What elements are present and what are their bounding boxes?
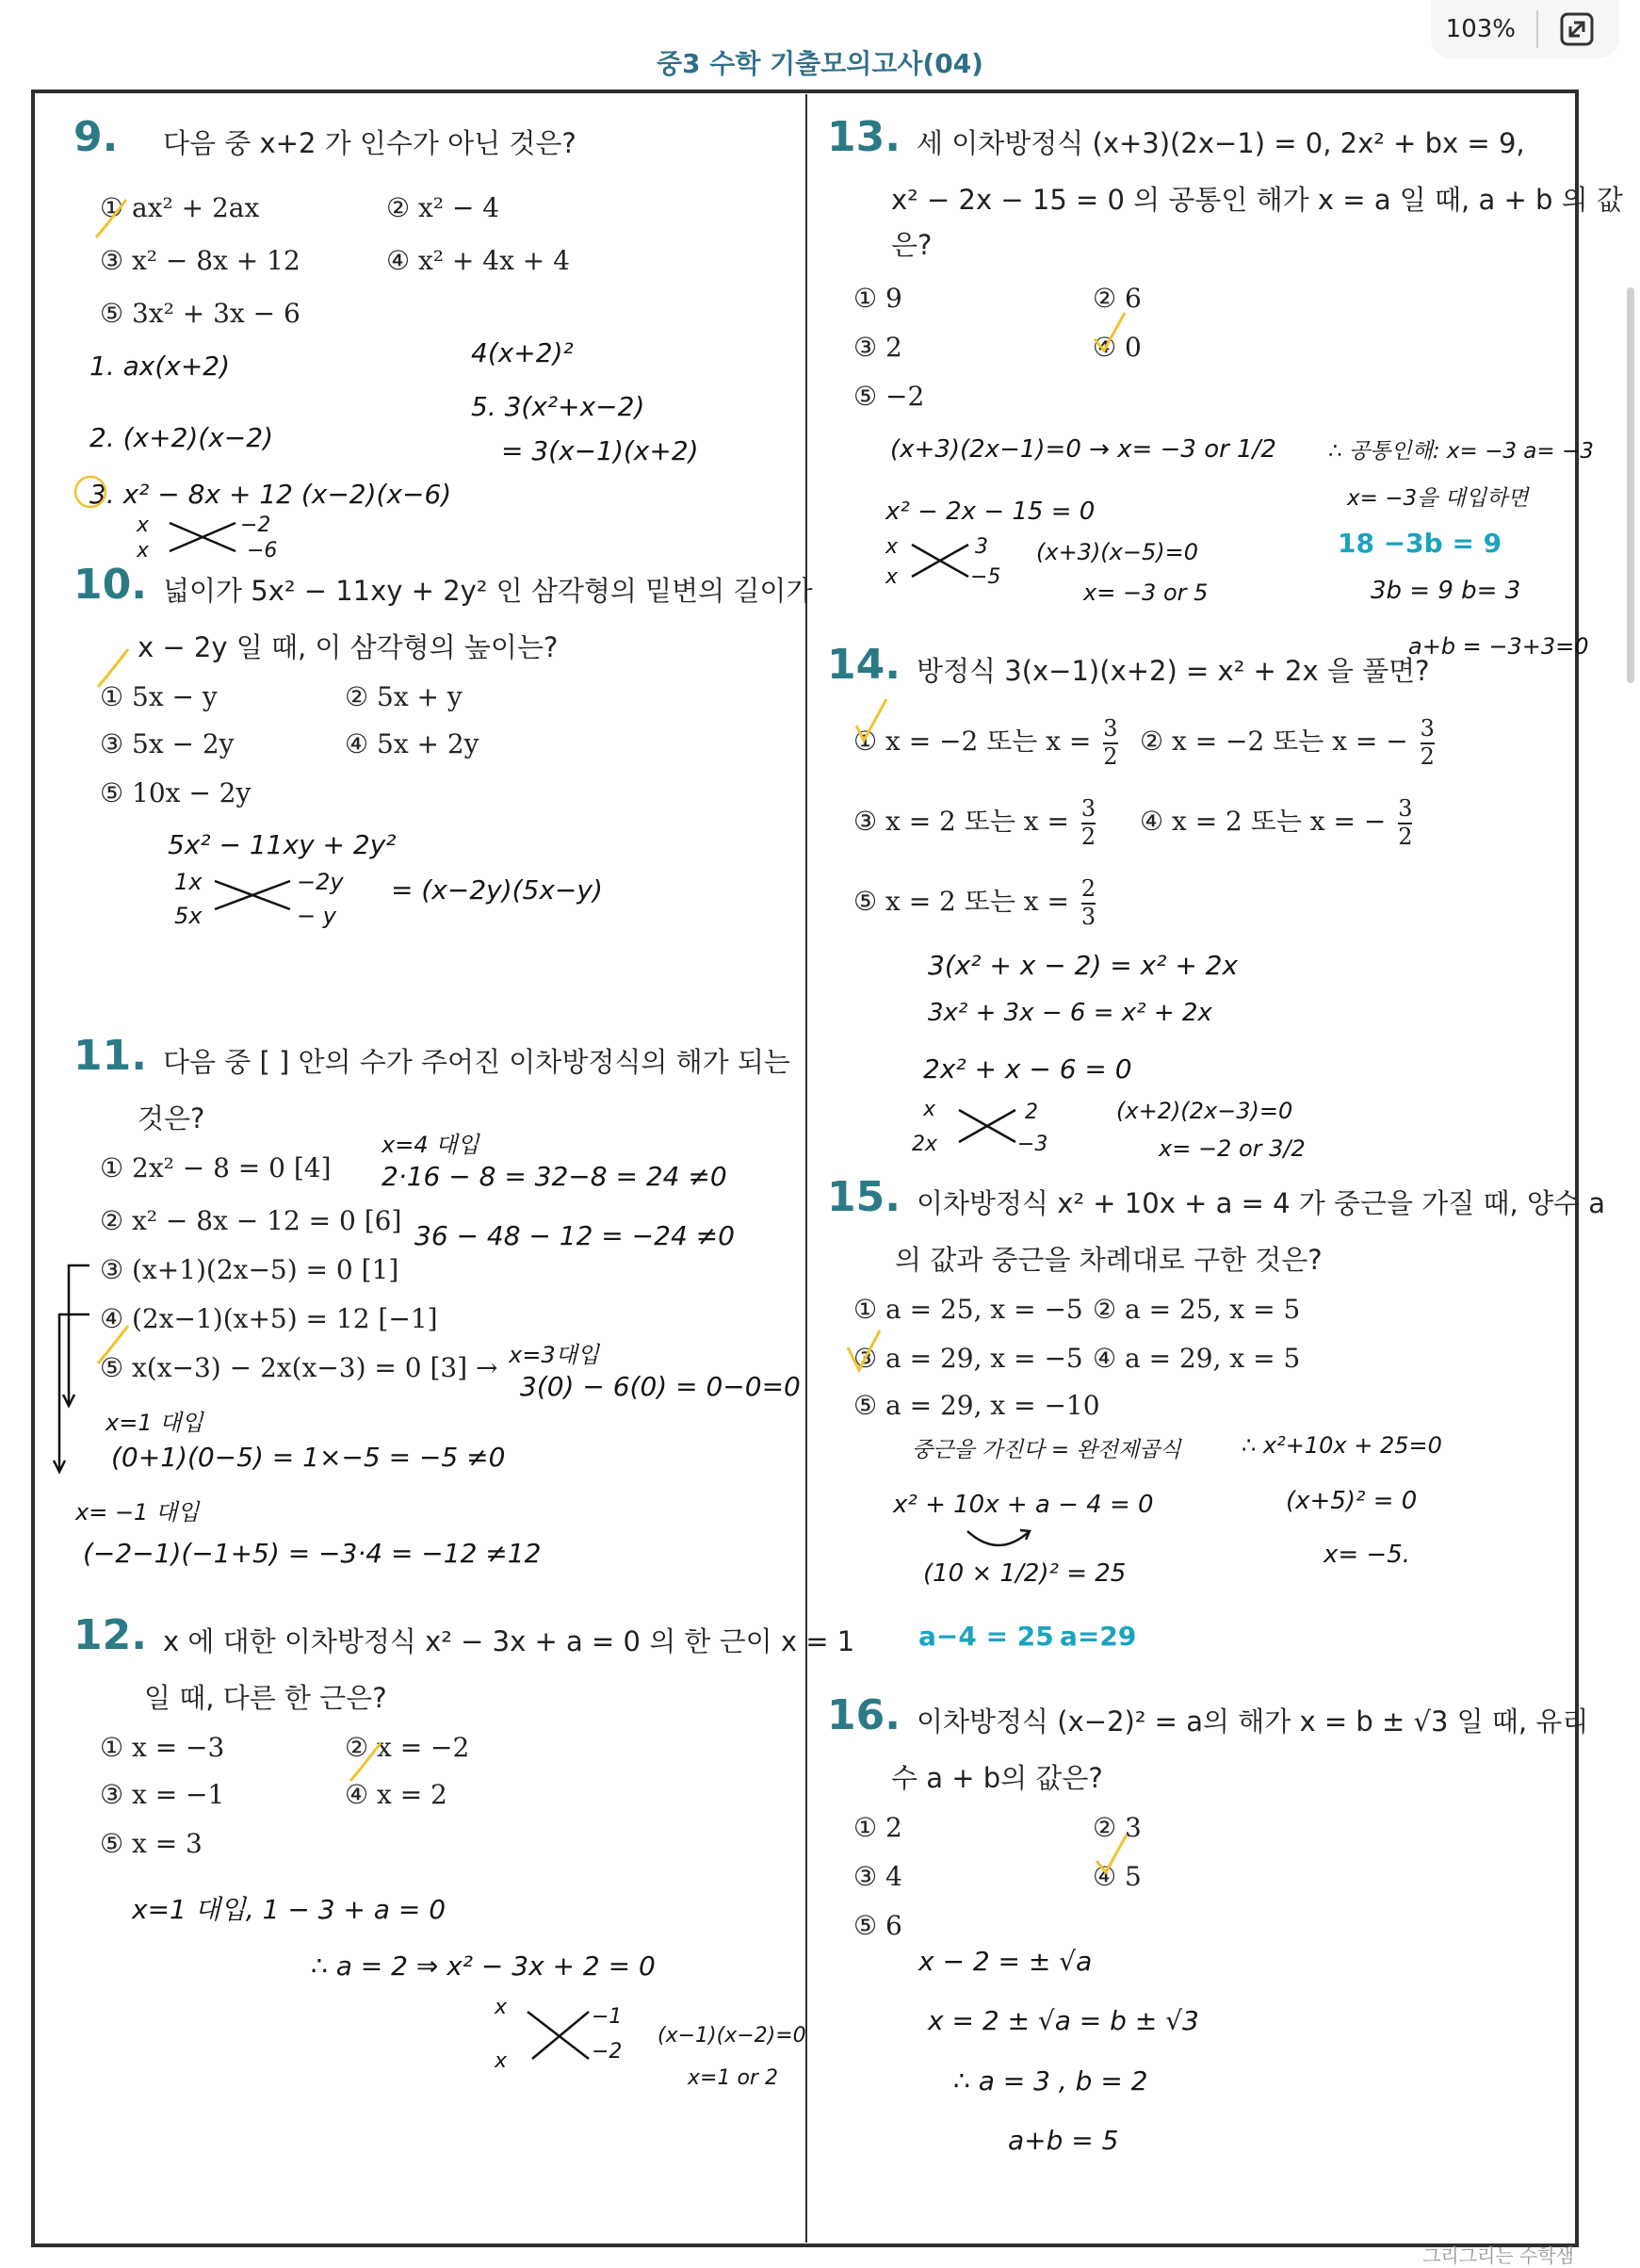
note-line: −1 [592,2005,623,2029]
highlighted-work: a=29 [1060,1621,1137,1652]
question-number: 12. [73,1611,147,1659]
cross-multiply-icon [959,1107,1015,1145]
question-text: 것은? [138,1102,205,1134]
choice-2[interactable]: ② a = 25, x = 5 [1093,1294,1301,1325]
note-line: 36 − 48 − 12 = −24 ≠0 [414,1220,735,1251]
note-line: 5x [174,903,203,929]
note-line: 3(0) − 6(0) = 0−0=0 [520,1371,801,1402]
note-line: x= −3을 대입하면 [1347,486,1529,511]
choice-1[interactable]: ① 5x − y [100,681,218,712]
circle-mark-icon [73,475,107,509]
cross-multiply-icon [528,2007,589,2064]
note-line: (x+3)(x−5)=0 [1036,539,1198,565]
note-line: (x+5)² = 0 [1286,1487,1418,1515]
note-line: ∴ x²+10x + 25=0 [1242,1432,1442,1459]
note-line: x= −2 or 3/2 [1159,1135,1306,1162]
choice-text: ① x = −2 또는 x = [853,726,1092,758]
arrow-lines-icon [52,1263,108,1479]
fraction-numerator: 3 [1398,795,1413,822]
note-line: (10 × 1/2)² = 25 [923,1559,1127,1588]
fraction [1081,796,1096,850]
question-number: 9. [73,113,119,161]
choice-2[interactable]: ② x² − 4 [386,192,500,223]
choice-4[interactable]: ④ 0 [1093,332,1142,363]
check-mark-icon [1091,311,1129,358]
note-line: x² + 10x + a − 4 = 0 [893,1491,1154,1519]
question-text: 다음 중 x+2 가 인수가 아닌 것은? [163,127,576,159]
question-text: 다음 중 [ ] 안의 수가 주어진 이차방정식의 해가 되는 [163,1046,790,1078]
note-line: (0+1)(0−5) = 1×−5 = −5 ≠0 [111,1442,506,1473]
curved-arrow-icon [966,1526,1031,1555]
choice-3[interactable]: ③ (x+1)(2x−5) = 0 [1] [100,1254,399,1285]
note-line: x=4 대입 [382,1132,479,1158]
note-line: 2x [912,1133,938,1156]
note-line: x=1 대입 [106,1410,203,1436]
note-line: − y [297,903,336,929]
note-line: ∴ 공통인해: x= −3 a= −3 [1328,439,1594,464]
fraction [1081,876,1096,930]
note-line: 2. (x+2)(x−2) [89,422,274,453]
fraction-numerator: 3 [1420,715,1435,742]
choice-3[interactable]: ③ x² − 8x + 12 [100,245,300,276]
fraction-numerator: 2 [1080,875,1096,902]
choice-5[interactable] [853,876,1099,930]
note-line: x [923,1098,936,1121]
check-mark-icon [852,697,890,744]
note-line: 4(x+2)² [471,337,574,368]
note-line: 3. x² − 8x + 12 (x−2)(x−6) [89,479,452,510]
note-line: 5. 3(x²+x−2) [471,391,645,422]
note-line: x [885,565,899,589]
note-line: 2 [1025,1101,1038,1124]
zoom-level: 103% [1445,15,1516,43]
check-mark-icon [94,647,132,694]
choice-text: ② x = −2 또는 x = − [1140,726,1408,758]
fraction-denominator: 3 [1080,903,1096,930]
choice-1[interactable]: ① 2x² − 8 = 0 [4] [100,1152,332,1183]
choice-3[interactable]: ③ x = −1 [100,1779,225,1810]
question-number: 15. [827,1173,901,1221]
check-mark-icon [92,198,130,245]
note-line: x [495,2049,508,2073]
cross-multiply-icon [215,876,290,914]
note-line: −6 [247,539,278,563]
check-mark-icon [1093,1833,1130,1880]
choice-1[interactable]: ① a = 25, x = −5 [853,1294,1083,1325]
note-line: = (x−2y)(5x−y) [391,874,603,906]
question-text: 은? [891,229,933,261]
choice-4[interactable]: ④ x² + 4x + 4 [386,245,570,276]
fraction-denominator: 2 [1398,823,1413,850]
choice-5[interactable]: ⑤ 3x² + 3x − 6 [100,298,300,329]
note-line: −2y [297,869,344,895]
choice-2[interactable]: ② 6 [1093,283,1142,314]
question-text: 일 때, 다른 한 근은? [144,1682,387,1714]
note-line: ∴ a = 2 ⇒ x² − 3x + 2 = 0 [311,1950,656,1982]
question-number: 14. [827,641,901,689]
note-line: x=3대입 [509,1342,599,1368]
choice-3[interactable]: ③ a = 29, x = −5 [853,1343,1083,1374]
choice-3[interactable]: ③ 2 [853,332,902,363]
choice-3[interactable]: ③ 5x − 2y [100,728,235,759]
note-line: ∴ a = 3 , b = 2 [953,2065,1148,2097]
note-line: x [137,514,150,537]
footer-credit: 그리그리는 수학샘 [1422,2244,1574,2267]
fraction [1398,796,1412,850]
note-line: 중근을 가진다 = 완전제곱식 [912,1438,1181,1462]
fraction-numerator: 3 [1080,795,1096,822]
choice-2[interactable]: ② x² − 8x − 12 = 0 [6] [100,1205,402,1236]
choice-4[interactable]: ④ a = 29, x = 5 [1093,1343,1301,1374]
note-line: x [495,1996,508,2019]
question-text: x² − 2x − 15 = 0 의 공통인 해가 x = a 일 때, a + b 의 값 [891,184,1623,216]
note-line: 3b = 9 b= 3 [1371,577,1521,605]
note-line: −5 [970,565,1001,589]
question-text: x − 2y 일 때, 이 삼각형의 높이는? [138,631,559,663]
question-text: 넓이가 5x² − 11xy + 2y² 인 삼각형의 밑변의 길이가 [163,575,813,607]
question-number: 13. [827,113,901,161]
choice-1[interactable]: ① 9 [853,283,902,314]
column-divider [805,94,807,2243]
choice-text: ④ x = 2 또는 x = − [1140,806,1387,838]
note-line: x = 2 ± √a = b ± √3 [928,2005,1199,2036]
choice-3[interactable] [853,796,1099,850]
note-line: x=1 대입, 1 − 3 + a = 0 [132,1894,447,1925]
choice-4[interactable]: ④ 5 [1093,1861,1142,1892]
choice-4[interactable]: ④ (2x−1)(x+5) = 12 [−1] [100,1303,438,1334]
note-line: x² − 2x − 15 = 0 [885,498,1096,526]
choice-5[interactable]: ⑤ 6 [853,1910,902,1941]
note-line: x= −3 or 5 [1083,579,1209,606]
fraction-numerator: 3 [1103,715,1118,742]
note-line: 3(x² + x − 2) = x² + 2x [928,950,1239,981]
choice-1[interactable] [853,716,1122,770]
note-line: −3 [1017,1133,1048,1156]
check-mark-icon [846,1329,884,1376]
note-line: x= −1 대입 [75,1499,200,1526]
choice-5[interactable]: ⑤ 10x − 2y [100,777,252,808]
question-text: x 에 대한 이차방정식 x² − 3x + a = 0 의 한 근이 x = 1 [163,1625,855,1657]
question-number: 11. [73,1032,147,1080]
note-line: x − 2 = ± √a [918,1946,1093,1977]
choice-2[interactable]: ② 5x + y [345,681,463,712]
note-line: 2x² + x − 6 = 0 [923,1053,1132,1085]
question-text: 방정식 3(x−1)(x+2) = x² + 2x 을 풀면? [917,655,1430,687]
question-text: 이차방정식 (x−2)² = a의 해가 x = b ± √3 일 때, 유리 [917,1705,1589,1738]
choice-4[interactable]: ④ 5x + 2y [345,728,479,759]
note-line: (−2−1)(−1+5) = −3·4 = −12 ≠12 [83,1538,542,1569]
vertical-scrollbar[interactable] [1627,287,1634,683]
choice-4[interactable] [1140,796,1416,850]
page-title: 중3 수학 기출모의고사(04) [657,48,983,79]
check-mark-icon [347,1741,384,1788]
zoom-separator [1536,10,1538,48]
choice-5[interactable]: ⑤ x = 3 [100,1828,203,1859]
highlighted-work: 18 −3b = 9 [1338,528,1502,559]
question-text: 수 a + b의 값은? [891,1762,1103,1794]
question-number: 16. [827,1691,901,1739]
question-text: 의 값과 중근을 차례대로 구한 것은? [895,1244,1323,1276]
expand-icon[interactable] [1559,11,1595,47]
choice-3[interactable]: ③ 4 [853,1861,902,1892]
choice-5[interactable]: ⑤ a = 29, x = −10 [853,1390,1100,1421]
note-line: a+b = −3+3=0 [1408,633,1589,660]
choice-text: ③ x = 2 또는 x = [853,806,1069,838]
fraction [1421,716,1435,770]
note-line: x [137,539,150,563]
note-line: −2 [592,2040,623,2064]
note-line: (x+2)(2x−3)=0 [1116,1098,1293,1124]
note-line: 2·16 − 8 = 32−8 = 24 ≠0 [382,1161,727,1192]
note-line: 3x² + 3x − 6 = x² + 2x [928,999,1212,1027]
note-line: x [885,535,899,559]
note-line: (x−1)(x−2)=0 [658,2024,806,2048]
note-line: (x+3)(2x−1)=0 → x= −3 or 1/2 [890,435,1276,464]
note-line: −2 [240,514,271,537]
note-line [918,1621,1054,1652]
note-line: x= −5. [1323,1541,1411,1569]
choice-1[interactable]: ① x = −3 [100,1732,225,1763]
choice-1[interactable]: ① ax² + 2ax [100,192,260,223]
choice-4[interactable]: ④ x = 2 [345,1779,447,1810]
note-line: 5x² − 11xy + 2y² [168,829,397,860]
note-line [1338,528,1502,559]
note-line: 1. ax(x+2) [89,351,231,382]
note-line: a+b = 5 [1008,2125,1119,2156]
choice-2[interactable]: ② x = −2 [345,1732,470,1763]
question-text: 이차방정식 x² + 10x + a = 4 가 중근을 가질 때, 양수 a [917,1187,1605,1219]
question-number: 10. [73,561,147,609]
note-line: 1x [174,869,203,895]
cross-multiply-icon [912,542,968,579]
choice-5[interactable]: ⑤ x(x−3) − 2x(x−3) = 0 [3] → [100,1352,498,1383]
cross-multiply-icon [170,518,235,556]
choice-2[interactable] [1140,716,1438,770]
choice-text: ⑤ x = 2 또는 x = [853,886,1069,918]
choice-1[interactable]: ① 2 [853,1812,902,1843]
note-line: = 3(x−1)(x+2) [501,435,699,466]
fraction-denominator: 2 [1103,742,1118,770]
question-text: 세 이차방정식 (x+3)(2x−1) = 0, 2x² + bx = 9, [917,127,1525,159]
fraction [1103,716,1117,770]
highlighted-work: a−4 = 25 [918,1621,1054,1652]
fraction-denominator: 2 [1080,823,1096,850]
choice-2[interactable]: ② 3 [1093,1812,1142,1843]
note-line [1060,1621,1136,1652]
note-line: 3 [975,535,988,559]
choice-5[interactable]: ⑤ −2 [853,381,925,412]
note-line: x=1 or 2 [688,2066,778,2090]
fraction-denominator: 2 [1420,742,1435,770]
